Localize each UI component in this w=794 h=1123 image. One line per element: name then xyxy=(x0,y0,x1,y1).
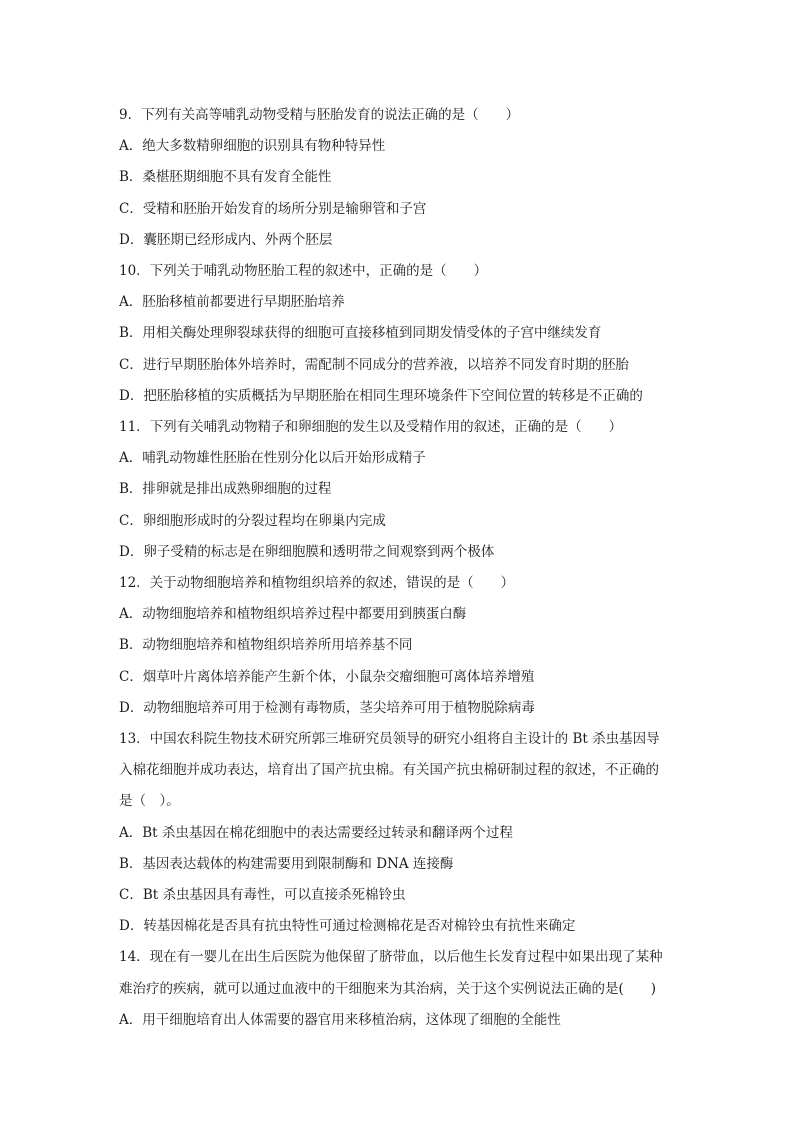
answer-option: D．把胚胎移植的实质概括为早期胚胎在相同生理环境条件下空间位置的转移是不正确的 xyxy=(119,387,643,404)
answer-option: D．囊胚期已经形成内、外两个胚层 xyxy=(119,231,333,248)
question-stem: 11．下列有关哺乳动物精子和卵细胞的发生以及受精作用的叙述，正确的是（ ） xyxy=(119,419,623,436)
question-stem: 12．关于动物细胞培养和植物组织培养的叙述，错误的是（ ） xyxy=(119,575,515,592)
answer-option: A．哺乳动物雄性胚胎在性别分化以后开始形成精子 xyxy=(119,450,426,467)
answer-option: A．绝大多数精卵细胞的识别具有物种特异性 xyxy=(119,138,386,155)
answer-option: B．动物细胞培养和植物组织培养所用培养基不同 xyxy=(119,637,413,654)
question-stem: 入棉花细胞并成功表达，培育出了国产抗虫棉。有关国产抗虫棉研制过程的叙述，不正确的 xyxy=(119,762,659,779)
answer-option: D．转基因棉花是否具有抗虫特性可通过检测棉花是否对棉铃虫有抗性来确定 xyxy=(119,918,576,935)
question-block xyxy=(119,100,679,256)
answer-option: D．动物细胞培养可用于检测有毒物质，茎尖培养可用于植物脱除病毒 xyxy=(119,699,535,716)
question-stem: 14．现在有一婴儿在出生后医院为他保留了脐带血，以后他生长发育过程中如果出现了某种 xyxy=(119,949,663,966)
question-block xyxy=(119,256,679,412)
answer-option: A．用干细胞培育出人体需要的器官用来移植治病，这体现了细胞的全能性 xyxy=(119,1011,561,1028)
question-block xyxy=(119,412,679,568)
answer-option: C．Bt 杀虫基因具有毒性，可以直接杀死棉铃虫 xyxy=(119,887,406,904)
answer-option: C．烟草叶片离体培养能产生新个体，小鼠杂交瘤细胞可离体培养增殖 xyxy=(119,668,535,685)
answer-option: B．基因表达载体的构建需要用到限制酶和 DNA 连接酶 xyxy=(119,855,454,872)
answer-option: D．卵子受精的标志是在卵细胞膜和透明带之间观察到两个极体 xyxy=(119,543,495,560)
answer-option: B．桑椹胚期细胞不具有发育全能性 xyxy=(119,169,332,186)
answer-option: A．动物细胞培养和植物组织培养过程中都要用到胰蛋白酶 xyxy=(119,606,467,623)
answer-option: C．进行早期胚胎体外培养时，需配制不同成分的营养液，以培养不同发育时期的胚胎 xyxy=(119,356,629,373)
answer-option: A．胚胎移植前都要进行早期胚胎培养 xyxy=(119,294,345,311)
answer-option: A．Bt 杀虫基因在棉花细胞中的表达需要经过转录和翻译两个过程 xyxy=(119,824,513,841)
answer-option: C．卵细胞形成时的分裂过程均在卵巢内完成 xyxy=(119,512,386,529)
question-stem: 10．下列关于哺乳动物胚胎工程的叙述中，正确的是（ ） xyxy=(119,263,488,280)
question-stem: 13．中国农科院生物技术研究所郭三堆研究员领导的研究小组将自主设计的 Bt 杀虫基因导 xyxy=(119,731,660,748)
answer-option: B．排卵就是排出成熟卵细胞的过程 xyxy=(119,481,332,498)
question-block xyxy=(119,942,679,1036)
question-list xyxy=(119,100,679,1036)
question-block xyxy=(119,568,679,724)
question-stem: 难治疗的疾病，就可以通过血液中的干细胞来为其治病，关于这个实例说法正确的是( ) xyxy=(119,980,657,997)
question-block xyxy=(119,724,679,942)
answer-option: C．受精和胚胎开始发育的场所分别是输卵管和子宫 xyxy=(119,200,427,217)
answer-option: B．用相关酶处理卵裂球获得的细胞可直接移植到同期发情受体的子宫中继续发育 xyxy=(119,325,602,342)
question-stem: 9．下列有关高等哺乳动物受精与胚胎发育的说法正确的是（ ） xyxy=(119,107,520,123)
question-stem: 是（ ）。 xyxy=(119,793,180,810)
